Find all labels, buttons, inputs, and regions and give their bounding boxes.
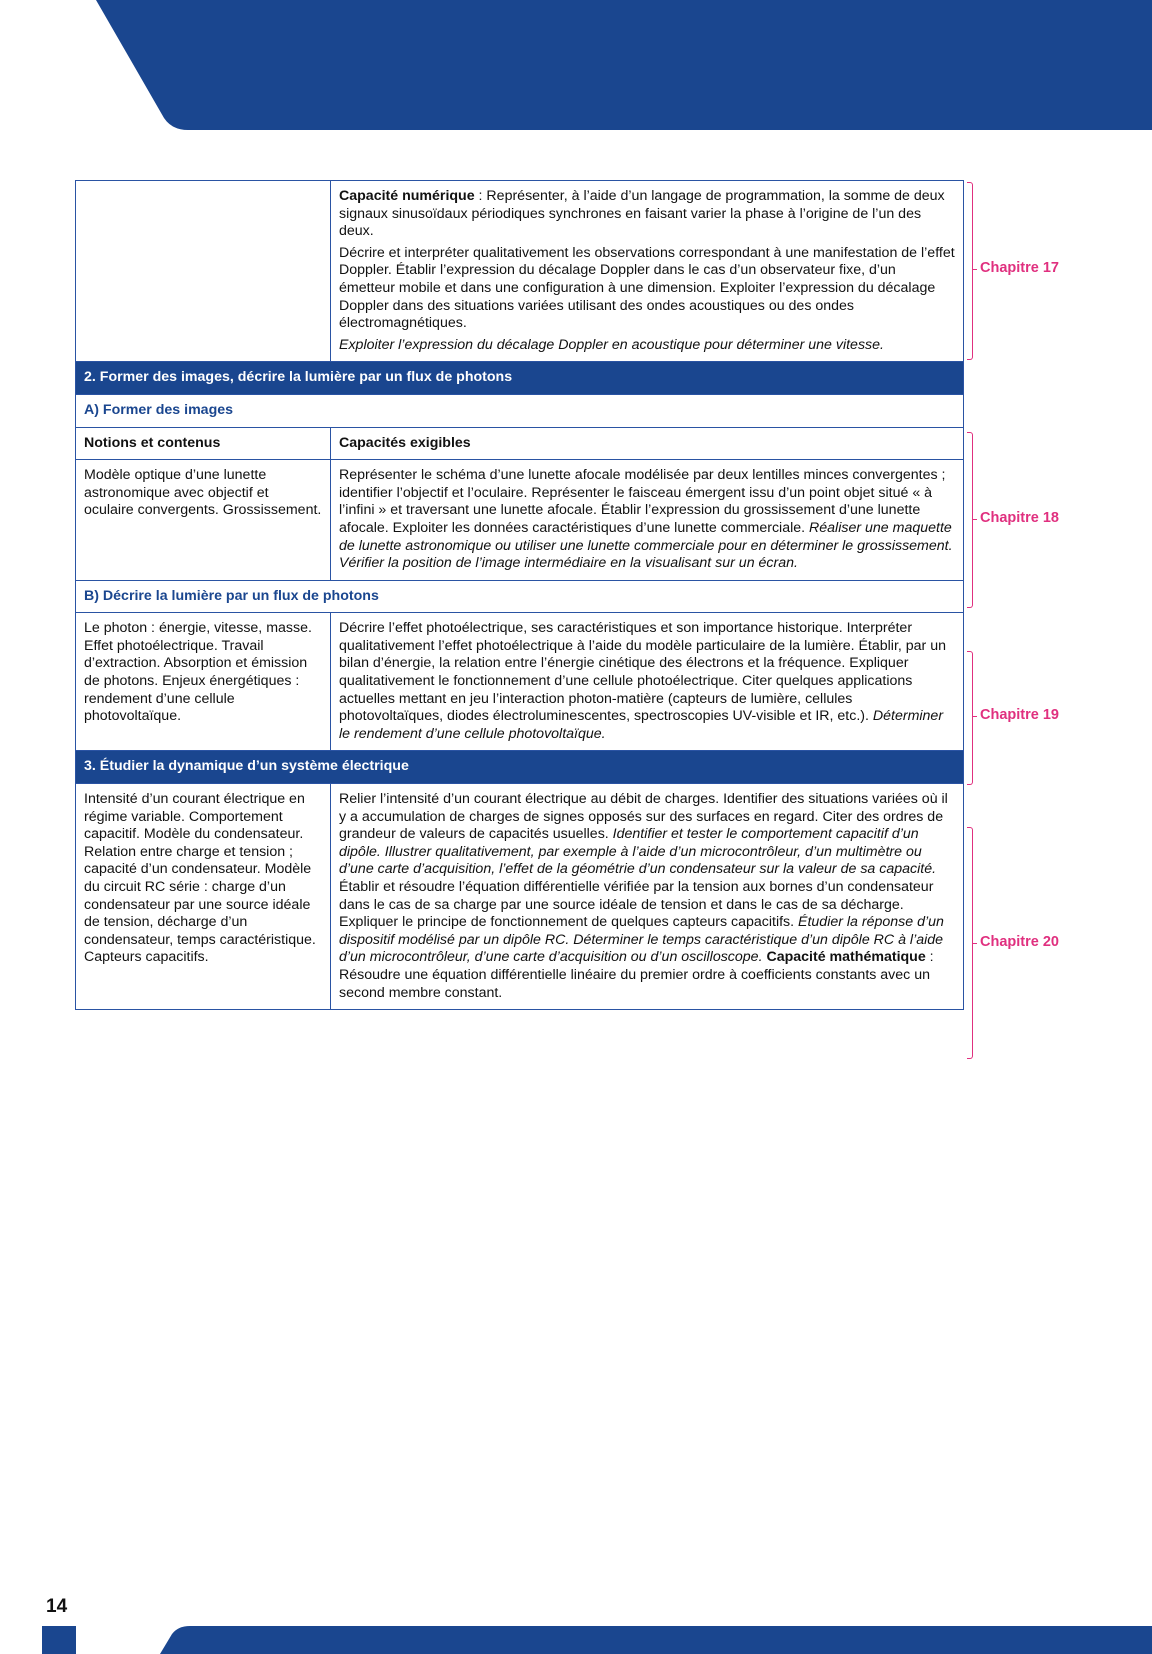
chapter-20-label: Chapitre 20 [980, 934, 1059, 950]
chapter-19-bracket [967, 651, 973, 785]
capacites-header: Capacités exigibles [331, 427, 964, 460]
top-banner [0, 0, 1152, 130]
notions-cell-rc: Intensité d’un courant électrique en régime variable. Comportement capacitif. Modèle du condensateur. Relation entre charge et tension ; capacité d’un condensateur. Modèle du circuit RC série : charge d’un condensateur par une source idéale de tension, décharge d’un condensateur, temps caractéristique. Capteurs capacitifs. [76, 784, 331, 1010]
program-table [75, 180, 964, 1010]
doppler-italic: Exploiter l’expression du décalage Doppler en acoustique pour déterminer une vitesse. [339, 336, 884, 353]
capacites-cell-rc: Relier l’intensité d’un courant électrique au débit de charges. Identifier des situations variées où il y a accumulation de charges de signes opposés sur des surfaces en regard. Citer des ordres de grandeur de valeurs de capacités usuelles. Identifier et tester le comportement capacitif d’un dipôle. Illustrer qualitativement, par exemple à l’aide d’un microcontrôleur, d’un multimètre ou d’une carte d’acquisition, l’effet de la géométrie d’un condensateur sur la valeur de sa capacité. Établir et résoudre l’équation différentielle vérifiée par la tension aux bornes d’un condensateur dans le cas de sa charge par une source idéale de tension et dans le cas de sa décharge. Expliquer le principe de fonctionnement de quelques capteurs capacitifs. Étudier la réponse d’un dispositif modélisé par un dipôle RC. Déterminer le temps caractéristique d’un dipôle RC à l’aide d’un microcontrôleur, d’une carte d’acquisition ou d’un oscilloscope. Capacité mathématique : Résoudre une équation différentielle linéaire du premier ordre à coefficients constants avec un second membre constant. [331, 784, 964, 1010]
section-3-heading: 3. Étudier la dynamique d’un système électrique [76, 751, 964, 784]
chapter-17-label: Chapitre 17 [980, 260, 1059, 276]
section-2-heading: 2. Former des images, décrire la lumière par un flux de photons [76, 362, 964, 395]
capacite-numerique-label: Capacité numérique [339, 188, 475, 204]
table-row-rc [76, 784, 964, 1010]
subsection-a-heading: A) Former des images [76, 394, 964, 427]
chapter-18-label: Chapitre 18 [980, 510, 1059, 526]
notions-header: Notions et contenus [76, 427, 331, 460]
chapter-19-label: Chapitre 19 [980, 707, 1059, 723]
doppler-text: Décrire et interpréter qualitativement les observations correspondant à une manifestation de l’effet Doppler. Établir l’expression du décalage Doppler dans le cas d’un observateur fixe, d’un émetteur mobile et dans une configuration à une dimension. Exploiter l’expression du décalage Doppler dans des situations variées utilisant des ondes acoustiques ou des ondes électromagnétiques. [339, 244, 955, 332]
capacite-mathematique-label: Capacité mathématique [766, 949, 926, 966]
table-row-doppler [76, 181, 964, 362]
capacites-cell-lunette: Représenter le schéma d’une lunette afocale modélisée par deux lentilles minces convergentes ; identifier l’objectif et l’oculaire. Représenter le faisceau émergent issu d’un point objet situé « à l’infini » et traversant une lunette afocale. Établir l’expression du grossissement d’une lunette afocale. Exploiter les données caractéristiques d’une lunette commerciale. Réaliser une maquette de lunette astronomique ou utiliser une lunette commerciale pour en déterminer le grossissement. Vérifier la position de l’image intermédiaire en la visualisant sur un écran. [331, 460, 964, 581]
capacites-cell-doppler: Capacité numérique : Représenter, à l’aide d’un langage de programmation, la somme de deux signaux sinusoïdaux périodiques synchrones en faisant varier la phase à l’origine de l’un des deux. Décrire et interpréter qualitativement les observations correspondant à une manifestation de l’effet Doppler. Établir l’expression du décalage Doppler dans le cas d’un observateur fixe, d’un émetteur mobile et dans une configuration à une dimension. Exploiter l’expression du décalage Doppler dans des situations variées utilisant des ondes acoustiques ou des ondes électromagnétiques. Exploiter l’expression du décalage Doppler en acoustique pour déterminer une vitesse. [331, 181, 964, 362]
bottom-banner [0, 1624, 1152, 1654]
column-headers [76, 427, 964, 460]
chapter-17-bracket [967, 182, 973, 360]
notions-cell-empty [76, 181, 331, 362]
page-number: 14 [46, 1596, 68, 1617]
subsection-b-heading: B) Décrire la lumière par un flux de photons [76, 580, 964, 613]
chapter-18-bracket [967, 432, 973, 608]
notions-cell-lunette: Modèle optique d’une lunette astronomique avec objectif et oculaire convergents. Grossissement. [76, 460, 331, 581]
table-row-lunette [76, 460, 964, 581]
table-row-photon [76, 613, 964, 751]
capacites-cell-photon: Décrire l’effet photoélectrique, ses caractéristiques et son importance historique. Interpréter qualitativement l’effet photoélectrique à l’aide du modèle particulaire de la lumière. Établir, par un bilan d’énergie, la relation entre l’énergie cinétique des électrons et la fréquence. Expliquer qualitativement le fonctionnement d’une cellule photoélectrique. Citer quelques applications actuelles mettant en jeu l’interaction photon-matière (capteurs de lumière, cellules photovoltaïques, diodes électroluminescentes, spectroscopies UV-visible et IR, etc.). Déterminer le rendement d’une cellule photovoltaïque. [331, 613, 964, 751]
notions-cell-photon: Le photon : énergie, vitesse, masse. Effet photoélectrique. Travail d’extraction. Absorption et émission de photons. Enjeux énergétiques : rendement d’une cellule photovoltaïque. [76, 613, 331, 751]
